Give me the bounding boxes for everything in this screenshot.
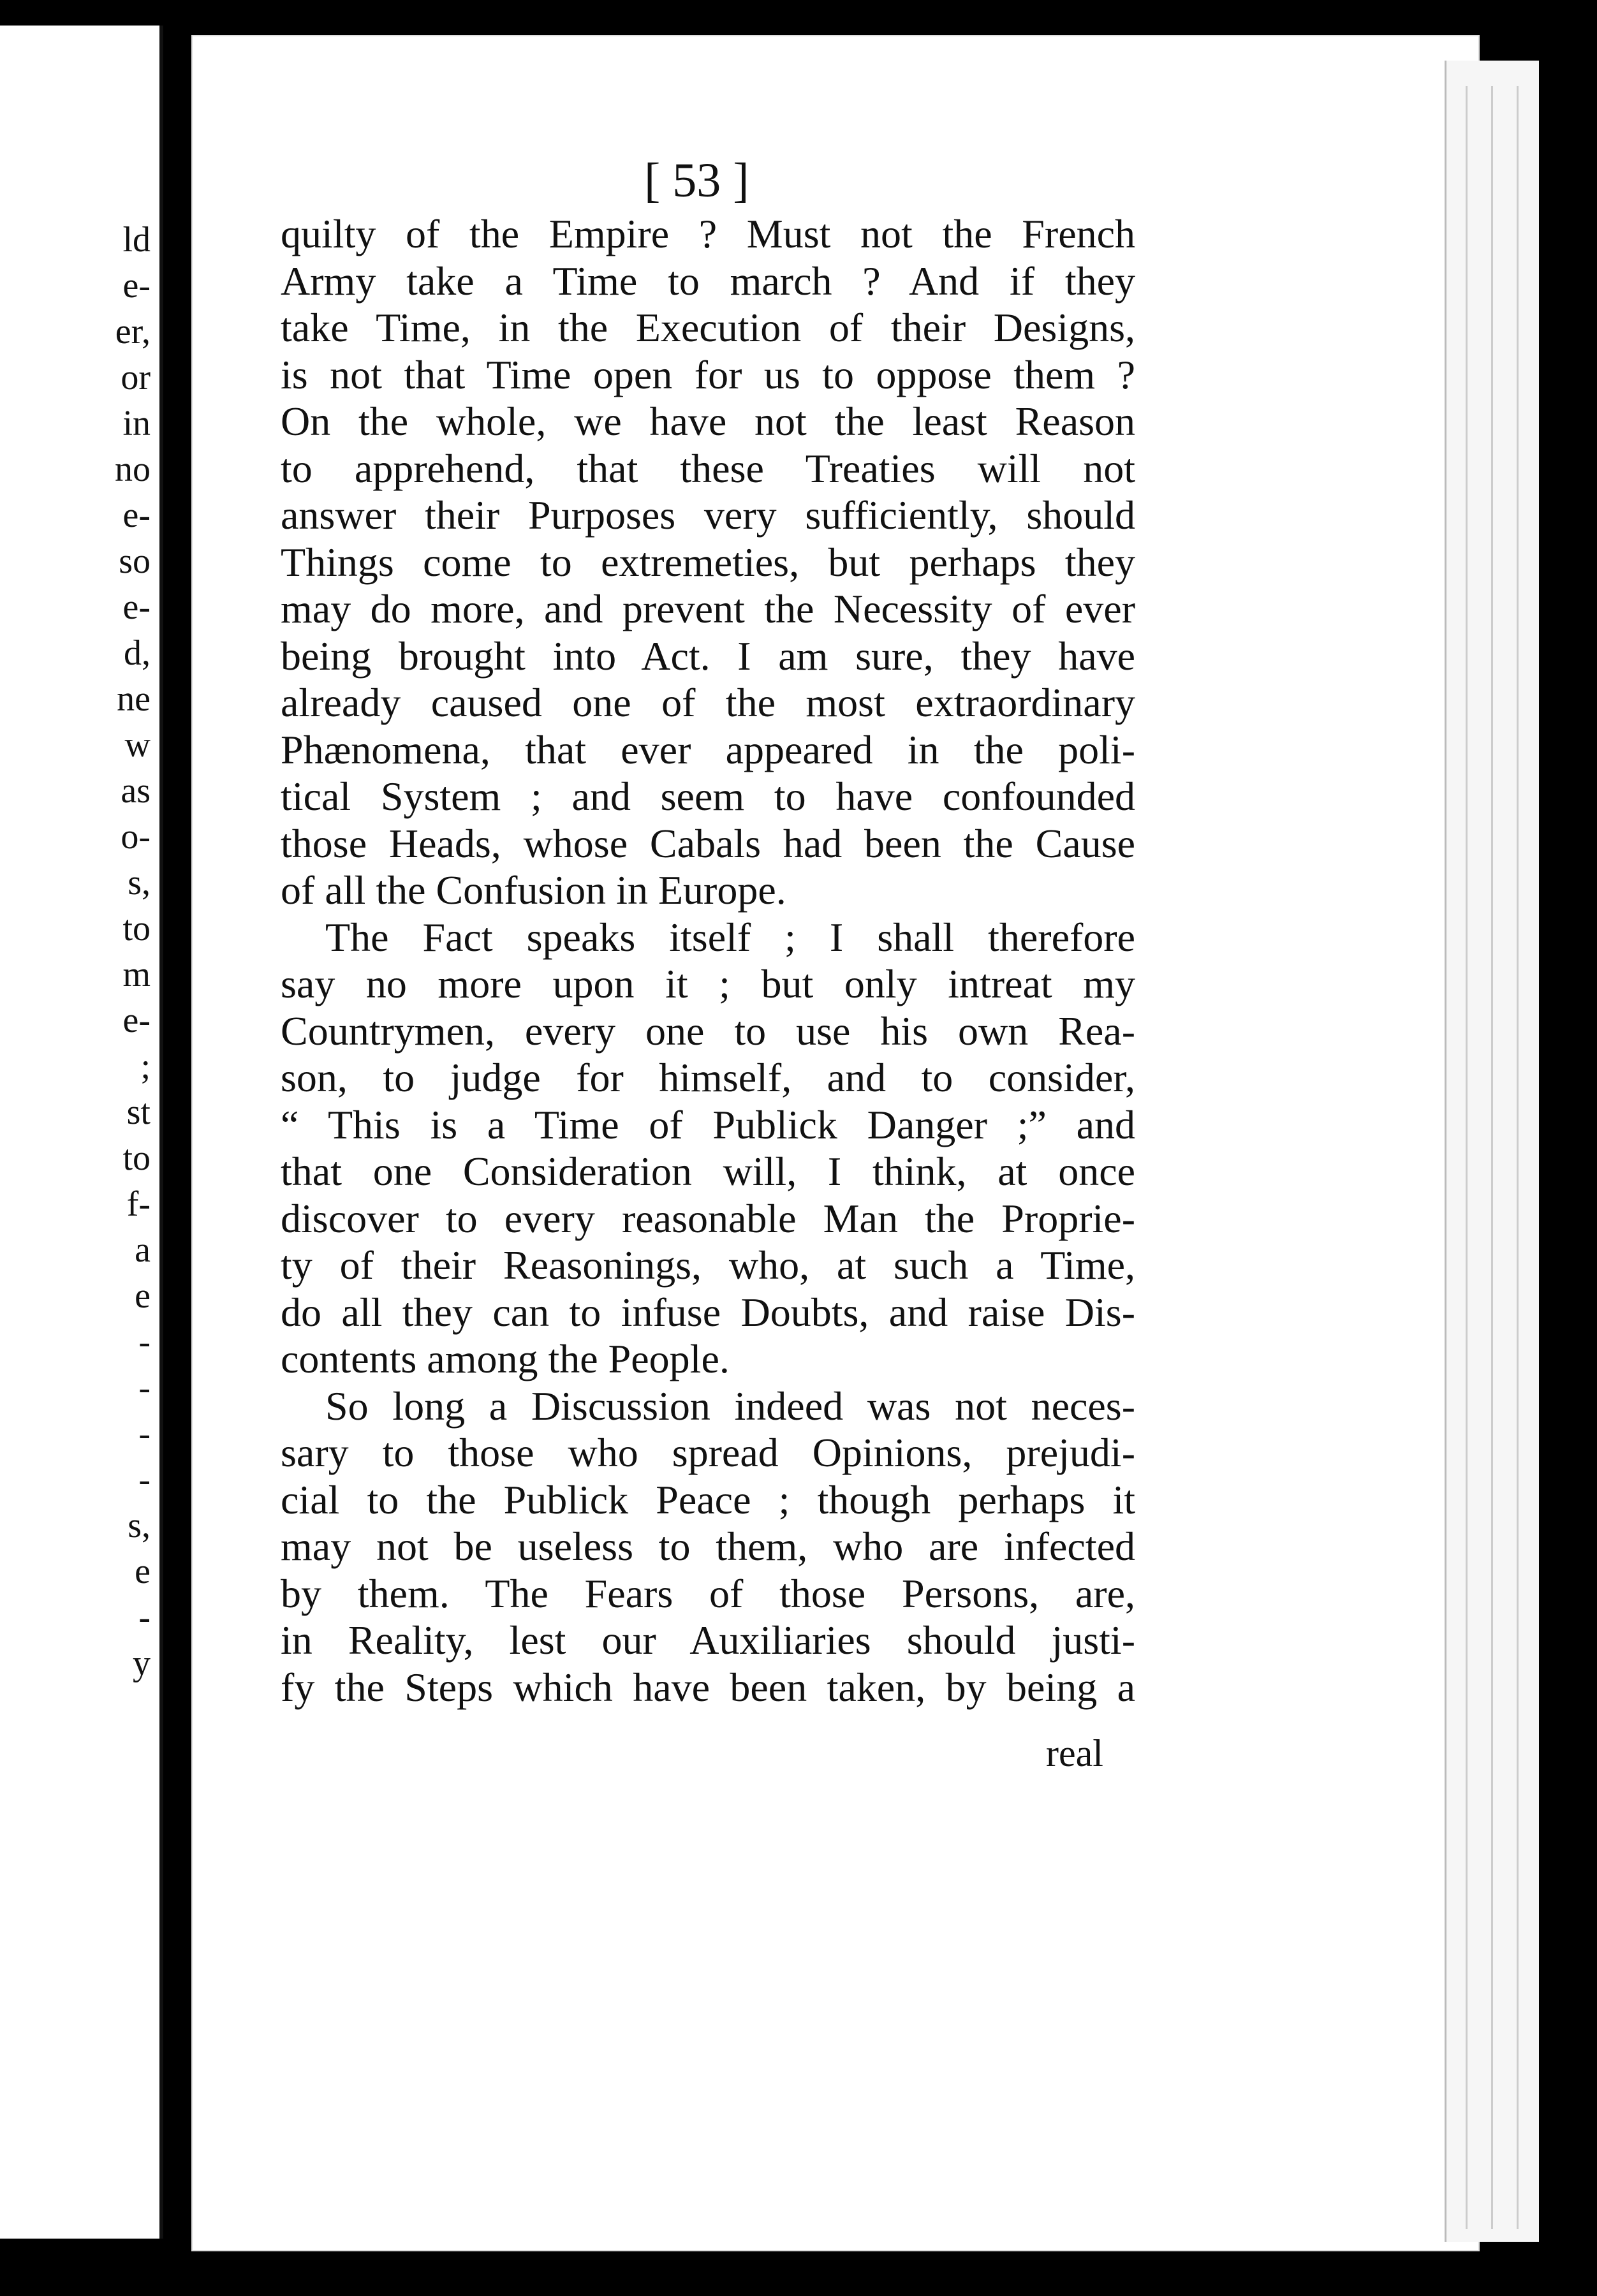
page-number: [ 53 ] [644, 154, 749, 207]
margin-fragment: e- [122, 266, 151, 305]
margin-fragment: d, [124, 633, 151, 673]
body-text [281, 210, 1135, 1711]
text-line: On the whole, we have not the least Reason [281, 399, 1135, 444]
text-line: of all the Confusion in Europe. [281, 867, 786, 913]
margin-fragment: - [138, 1598, 151, 1637]
margin-fragment: - [138, 1414, 151, 1453]
text-line: The Fact speaks itself ; I shall therefore [325, 914, 1135, 960]
margin-fragment: to [122, 1138, 151, 1178]
margin-fragment: e [135, 1276, 151, 1316]
margin-fragment: - [138, 1368, 151, 1408]
left-facing-page [0, 26, 163, 2239]
text-line: Things come to extremeties, but perhaps they [281, 539, 1135, 585]
margin-fragment: e [135, 1552, 151, 1591]
text-line: say no more upon it ; but only intreat my [281, 961, 1135, 1006]
margin-fragment: o- [121, 817, 151, 857]
text-line: is not that Time open for us to oppose them ? [281, 351, 1135, 397]
text-line: discover to every reasonable Man the Proprie- [281, 1195, 1135, 1241]
text-line: in Reality, lest our Auxiliaries should justi- [281, 1617, 1135, 1663]
text-line: ty of their Reasonings, who, at such a Time, [281, 1242, 1135, 1288]
margin-fragment: no [115, 450, 151, 489]
page-edge [1445, 61, 1539, 2242]
text-line: Army take a Time to march ? And if they [281, 258, 1135, 304]
margin-fragment: s, [128, 863, 151, 902]
text-line: that one Consideration will, I think, at once [281, 1149, 1135, 1194]
text-line: son, to judge for himself, and to consider, [281, 1055, 1135, 1100]
text-line: may do more, and prevent the Necessity of ever [281, 586, 1135, 631]
margin-fragment: a [135, 1230, 151, 1270]
margin-fragment: in [122, 404, 151, 443]
text-line: answer their Purposes very sufficiently, should [281, 492, 1135, 538]
margin-fragment: w [124, 725, 151, 765]
margin-fragment: e- [122, 587, 151, 627]
margin-fragment: so [119, 541, 151, 581]
text-line: to apprehend, that these Treaties will not [281, 445, 1135, 491]
margin-fragment: or [121, 358, 151, 397]
text-line: Phænomena, that ever appeared in the poli- [281, 726, 1135, 772]
margin-fragment: - [138, 1460, 151, 1499]
catchword: real [1046, 1732, 1103, 1774]
text-line: Countrymen, every one to use his own Rea- [281, 1008, 1135, 1054]
text-line: being brought into Act. I am sure, they have [281, 633, 1135, 679]
text-line: cial to the Publick Peace ; though perhaps it [281, 1476, 1135, 1522]
text-line: sary to those who spread Opinions, prejudi- [281, 1430, 1135, 1475]
margin-fragment: st [126, 1093, 151, 1132]
margin-fragment: m [122, 955, 151, 994]
margin-fragment: s, [128, 1506, 151, 1545]
margin-fragment: y [133, 1644, 151, 1683]
margin-fragment: er, [115, 312, 151, 351]
margin-fragment: - [138, 1322, 151, 1362]
text-line: already caused one of the most extraordinary [281, 680, 1135, 725]
text-line: may not be useless to them, who are infected [281, 1524, 1135, 1569]
text-line: take Time, in the Execution of their Designs, [281, 305, 1135, 350]
left-page-margin-fragments [74, 217, 151, 1686]
margin-fragment: ld [122, 220, 151, 260]
text-line: fy the Steps which have been taken, by being a [281, 1664, 1135, 1710]
text-line: quilty of the Empire ? Must not the French [281, 211, 1135, 256]
text-line: “ This is a Time of Publick Danger ;” and [281, 1101, 1135, 1147]
margin-fragment: as [121, 771, 151, 811]
text-line: So long a Discussion indeed was not neces- [325, 1383, 1135, 1429]
margin-fragment: f- [126, 1184, 151, 1224]
margin-fragment: ne [117, 679, 151, 719]
margin-fragment: ; [140, 1047, 151, 1086]
text-line: by them. The Fears of those Persons, are, [281, 1570, 1135, 1616]
text-line: contents among the People. [281, 1336, 730, 1381]
margin-fragment: e- [122, 1001, 151, 1040]
text-line: tical System ; and seem to have confounded [281, 774, 1135, 819]
text-line: those Heads, whose Cabals had been the Cause [281, 820, 1135, 866]
margin-fragment: to [122, 909, 151, 948]
margin-fragment: e- [122, 496, 151, 535]
text-line: do all they can to infuse Doubts, and raise Dis- [281, 1289, 1135, 1335]
